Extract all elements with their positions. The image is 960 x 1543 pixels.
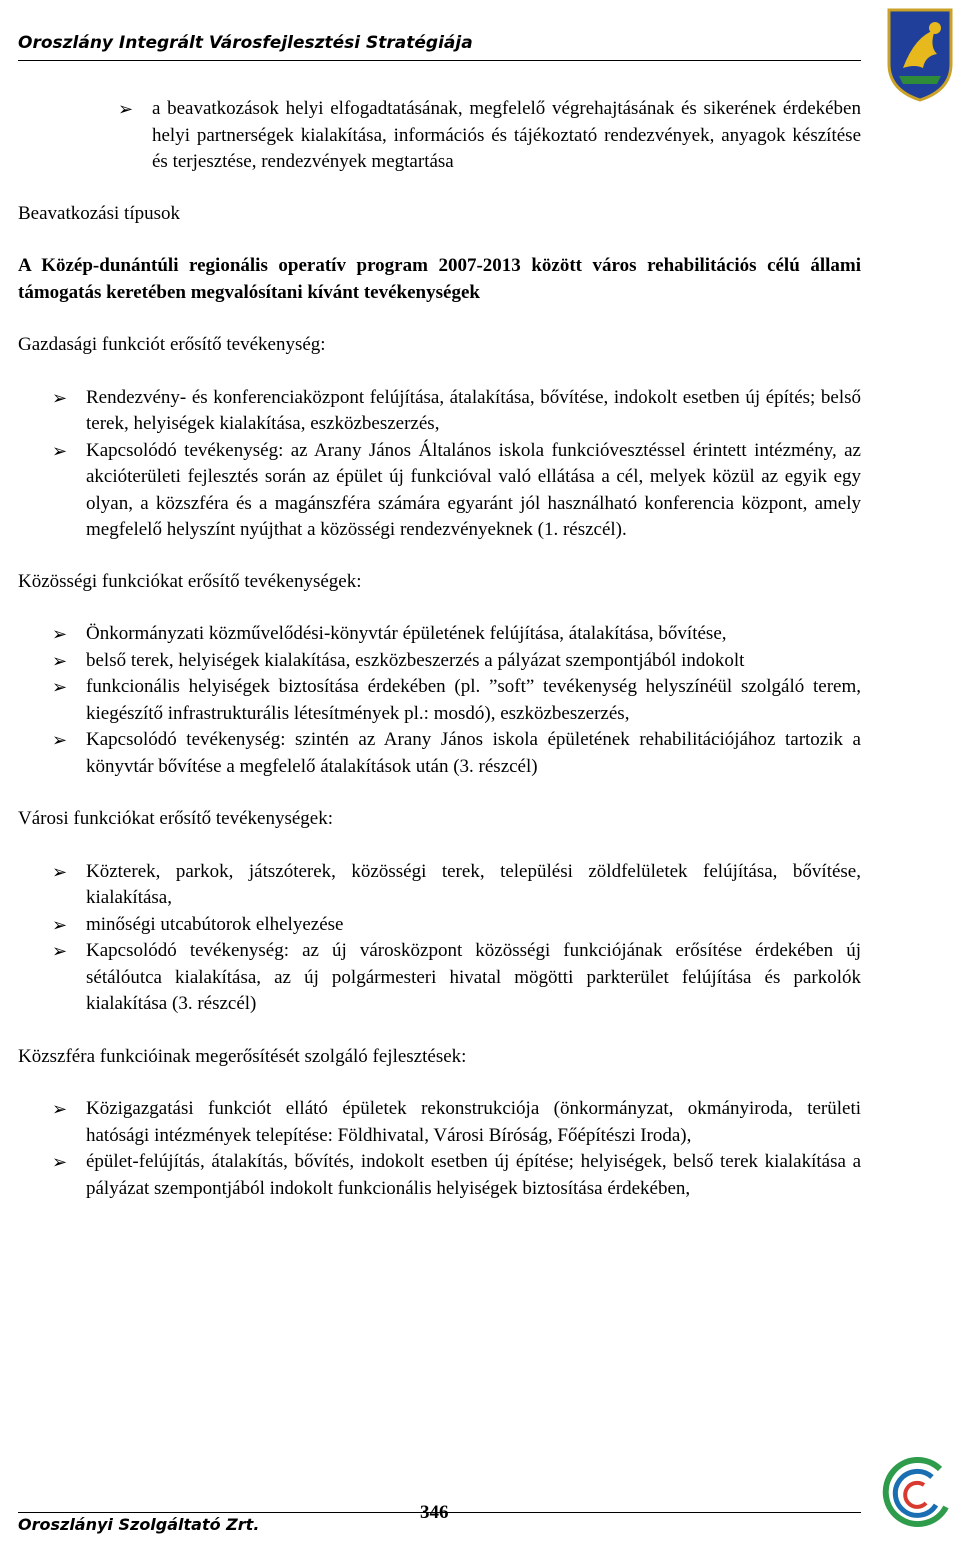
document-title: Oroszlány Integrált Városfejlesztési Stratégiája: [18, 33, 473, 53]
section-list: [18, 1096, 861, 1202]
section-list: [18, 385, 861, 544]
intro-bullet-list: [18, 96, 861, 176]
page-header: [18, 30, 861, 61]
coat-of-arms-icon: [885, 6, 955, 102]
bullet-arrow-icon: ➢: [52, 624, 68, 644]
bullet-arrow-icon: ➢: [52, 861, 68, 882]
section-title: Közszféra funkcióinak megerősítését szolgáló fejlesztések:: [18, 1045, 467, 1067]
list-item: ➢ Kapcsolódó tevékenység: az Arany János Általános iskola funkcióvesztéssel érintett intézmény, az akcióterületi fejlesztés során az épület új funkcióval való ellátása a cél, melyek közül az egyik egy olyan, a közszféra és a magánszféra számára egyaránt jól használható konferencia központ, amely megfelelő helyszínt nyújthat a közösségi rendezvényeknek (1. részcél).: [52, 439, 861, 540]
company-logo-icon: [880, 1455, 955, 1535]
bullet-arrow-icon: ➢: [52, 1152, 68, 1172]
bullet-arrow-icon: ➢: [52, 387, 68, 408]
bullet-arrow-icon: ➢: [52, 677, 68, 697]
document-body: [18, 96, 861, 1202]
bullet-arrow-icon: ➢: [52, 941, 68, 961]
list-item: ➢ Közterek, parkok, játszóterek, közösségi terek, települési zöldfelületek felújítása, bővítése, kialakítása,: [52, 860, 861, 908]
section-list: [18, 621, 861, 780]
footer-company: Oroszlányi Szolgáltató Zrt.: [18, 1515, 260, 1534]
bullet-arrow-icon: ➢: [52, 440, 68, 461]
bullet-arrow-icon: ➢: [52, 730, 68, 750]
section-title: Közösségi funkciókat erősítő tevékenységek:: [18, 570, 362, 592]
list-item: ➢ Rendezvény- és konferenciaközpont felújítása, átalakítása, bővítése, indokolt esetben új építés; belső terek, helyiségek kialakítása, eszközbeszerzés,: [52, 386, 861, 434]
page-number: 346: [420, 1502, 449, 1523]
list-item: ➢ Közigazgatási funkciót ellátó épületek rekonstrukciója (önkormányzat, okmányiroda, területi hatósági intézmények telepítése: Földhivatal, Városi Bíróság, Főépítészi Iroda),: [52, 1098, 861, 1146]
list-item: ➢ Kapcsolódó tevékenység: szintén az Arany János iskola épületének rehabilitációjához tartozik a könyvtár bővítése a megfelelő átalakítások után (3. részcél): [52, 729, 861, 777]
section-title: Gazdasági funkciót erősítő tevékenység:: [18, 334, 326, 355]
list-item: ➢ funkcionális helyiségek biztosítása érdekében (pl. ”soft” tevékenység helyszínéül szolgáló terem, kiegészítő infrastrukturális létesítmények pl.: mosdó), eszközbeszerzés,: [52, 676, 861, 724]
heading-program: A Közép-dunántúli regionális operatív program 2007-2013 között város rehabilitációs célú állami támogatás keretében megvalósítani kívánt tevékenységek: [18, 255, 861, 303]
section-list: [18, 859, 861, 1018]
bullet-arrow-icon: ➢: [52, 1099, 68, 1119]
list-item: ➢ épület-felújítás, átalakítás, bővítés, indokolt esetben új építése; helyiségek, belső terek kialakítása a pályázat szempontjából indokolt funkcionális helyiségek biztosítása érdekében,: [52, 1151, 861, 1199]
bullet-arrow-icon: ➢: [52, 914, 68, 935]
heading-types: Beavatkozási típusok: [18, 202, 180, 224]
list-item: ➢ Önkormányzati közművelődési-könyvtár épületének felújítása, átalakítása, bővítése,: [18, 621, 861, 648]
list-item: ➢ a beavatkozások helyi elfogadtatásának, megfelelő végrehajtásának és sikerének érdekében helyi partnerségek kialakítása, információs és tájékoztató rendezvények, anyagok készítése és terjesztése, rendezvények megtartása: [118, 98, 861, 172]
list-item: ➢ belső terek, helyiségek kialakítása, eszközbeszerzés a pályázat szempontjából indokolt: [18, 648, 861, 675]
section-title: Városi funkciókat erősítő tevékenységek:: [18, 808, 333, 829]
list-item: ➢ minőségi utcabútorok elhelyezése: [18, 912, 861, 939]
list-item: ➢ Kapcsolódó tevékenység: az új városközpont közösségi funkciójának erősítése érdekében új sétálóutca kialakítása, az új polgármesteri hivatal mögötti parkterület felújítása és parkolók kialakítása (3. részcél): [52, 940, 861, 1014]
bullet-arrow-icon: ➢: [118, 99, 134, 119]
bullet-arrow-icon: ➢: [52, 650, 68, 671]
